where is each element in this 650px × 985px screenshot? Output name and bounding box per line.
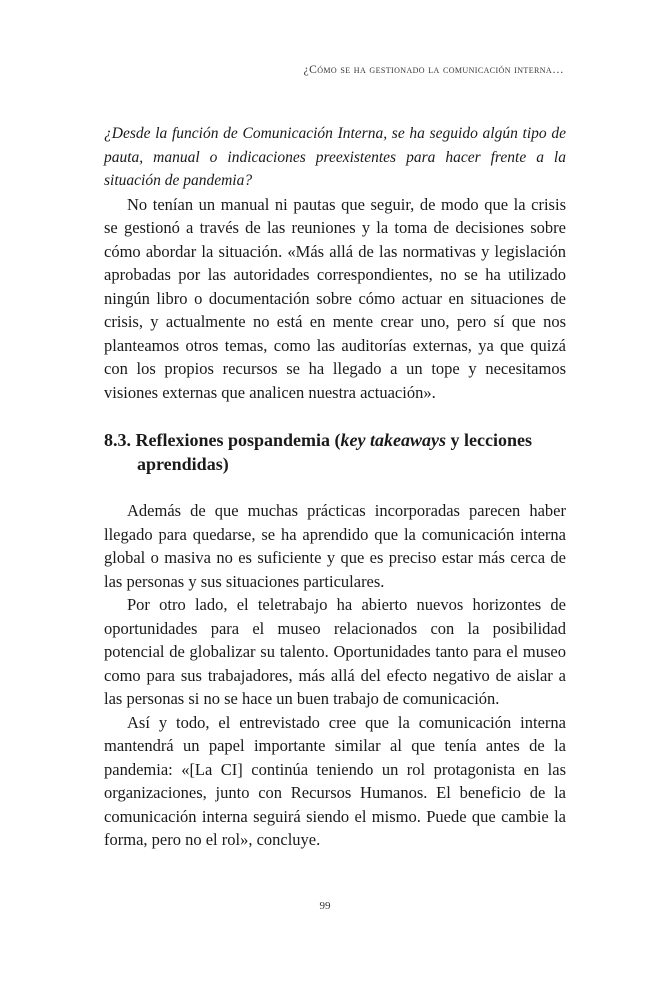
page-content	[104, 122, 566, 852]
interview-question: ¿Desde la función de Comunicación Interna, se ha seguido algún tipo de pauta, manual o indicaciones preexistentes para hacer frente a la situación de pandemia?	[104, 125, 566, 189]
body-paragraph-2: Por otro lado, el teletrabajo ha abierto nuevos horizontes de oportunidades para el museo relacionados con la posibilidad potencial de globalizar su talento. Oportunidades tanto para el museo como para sus trabajadores, más allá del efecto negativo de aislar a las personas si no se hace un buen trabajo de comunicación.	[104, 595, 566, 708]
body-paragraph-1: Además de que muchas prácticas incorporadas parecen haber llegado para quedarse, se ha aprendido que la comunicación interna global o masiva no es suficiente y que es preciso estar más cerca de las personas y sus situaciones particulares.	[104, 501, 566, 591]
body-paragraph-3: Así y todo, el entrevistado cree que la comunicación interna mantendrá un papel importante similar al que tenía antes de la pandemia: «[La CI] continúa teniendo un rol protagonista en las organizaciones, junto con Recursos Humanos. El beneficio de la comunicación interna seguirá siendo el mismo. Puede que cambie la forma, pero no el rol», concluye.	[104, 712, 566, 849]
interview-answer: No tenían un manual ni pautas que seguir, de modo que la crisis se gestionó a través de las reuniones y la toma de decisiones sobre cómo abordar la situación. «Más allá de las normativas y legislación aprobadas por las autoridades correspondientes, no se ha utilizado ningún libro o documentación sobre cómo actuar en situaciones de crisis, y actualmente no está en mente crear uno, pero sí que nos planteamos otros temas, como las auditorías externas, ya que quizá con los propios recursos se ha llegado a un tope y necesitamos visiones externas que analicen nuestra actuación».	[104, 194, 566, 402]
section-title-start: Reflexiones pospandemia (	[135, 430, 341, 450]
page-number: 99	[319, 900, 331, 912]
section-title-end: y lecciones aprendidas)	[137, 430, 532, 474]
section-title-italic: key takeaways	[340, 430, 446, 450]
section-number: 8.3.	[104, 430, 131, 450]
running-head: ¿Cómo se ha gestionado la comunicación interna…	[303, 64, 564, 76]
section-heading	[104, 428, 566, 476]
